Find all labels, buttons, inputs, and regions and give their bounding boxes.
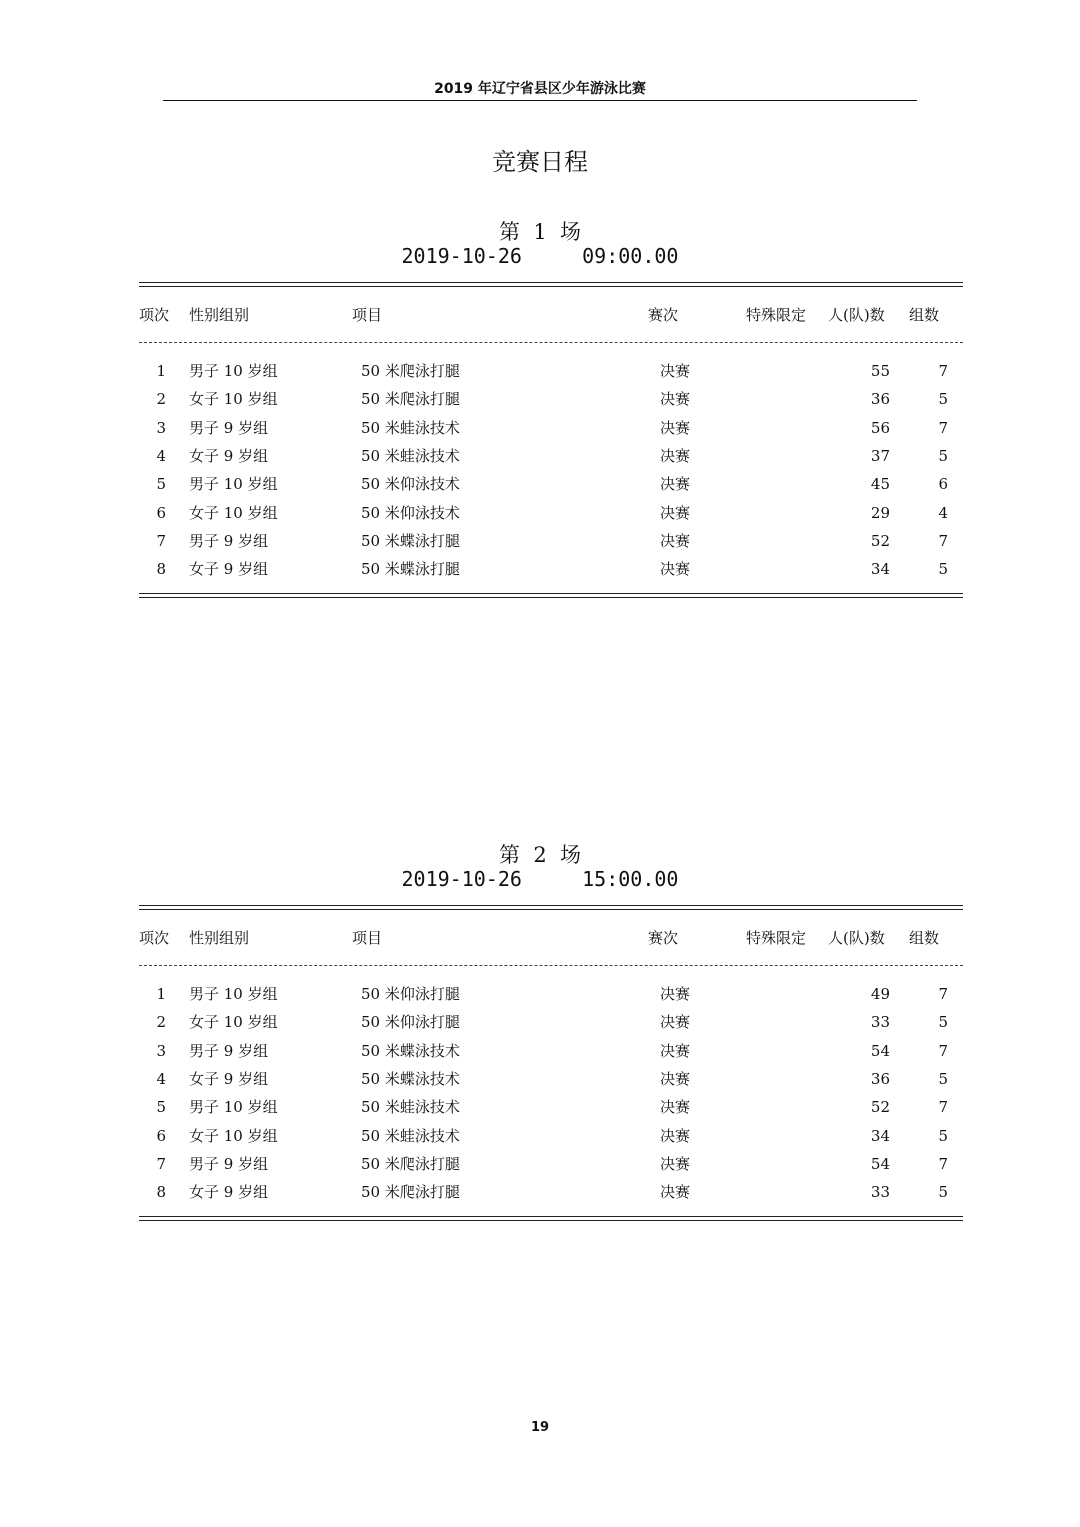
cell-heats: 5 [938, 390, 948, 409]
cell-count: 55 [870, 362, 890, 380]
cell-count: 34 [870, 1126, 890, 1145]
cell-round: 决赛 [660, 1098, 691, 1117]
page-header: 2019 年辽宁省县区少年游泳比赛 [434, 81, 646, 97]
col-header-round: 赛次 [648, 306, 679, 324]
cell-count: 52 [870, 531, 890, 550]
cell-index: 3 [156, 418, 166, 437]
cell-event: 50 米蝶泳打腿 [361, 531, 460, 550]
header-divider [139, 965, 963, 966]
cell-round: 决赛 [660, 1183, 691, 1202]
cell-index: 6 [156, 1126, 166, 1145]
cell-round: 决赛 [660, 446, 691, 465]
cell-event: 50 米仰泳技术 [361, 475, 460, 494]
cell-index: 1 [156, 985, 166, 1003]
col-header-event: 项目 [352, 929, 383, 947]
cell-count: 54 [870, 1041, 890, 1060]
cell-heats: 5 [938, 1183, 948, 1202]
col-header-limit: 特殊限定 [746, 306, 807, 324]
cell-round: 决赛 [660, 503, 691, 522]
cell-event: 50 米爬泳打腿 [361, 362, 460, 380]
cell-event: 50 米爬泳打腿 [361, 390, 460, 409]
cell-event: 50 米仰泳打腿 [361, 985, 460, 1003]
cell-round: 决赛 [660, 560, 691, 579]
table-top-rule [139, 905, 963, 910]
cell-index: 2 [156, 390, 166, 409]
cell-event: 50 米爬泳打腿 [361, 1183, 460, 1202]
cell-round: 决赛 [660, 1069, 691, 1088]
cell-event: 50 米蛙泳技术 [361, 418, 460, 437]
cell-round: 决赛 [660, 985, 691, 1003]
cell-heats: 7 [938, 418, 948, 437]
cell-event: 50 米蛙泳技术 [361, 1126, 460, 1145]
cell-count: 33 [870, 1013, 890, 1032]
cell-event: 50 米蛙泳技术 [361, 1098, 460, 1117]
cell-count: 52 [870, 1098, 890, 1117]
session-datetime: 2019-10-26 15:00.00 [401, 867, 679, 891]
col-header-round: 赛次 [648, 929, 679, 947]
cell-event: 50 米蝶泳技术 [361, 1069, 460, 1088]
cell-event: 50 米蝶泳技术 [361, 1041, 460, 1060]
cell-heats: 5 [938, 446, 948, 465]
cell-heats: 4 [938, 503, 948, 522]
col-header-count: 人(队)数 [828, 306, 885, 324]
cell-heats: 7 [938, 1154, 948, 1173]
cell-heats: 5 [938, 1126, 948, 1145]
cell-group: 女子 10 岁组 [189, 503, 278, 522]
cell-group: 女子 9 岁组 [189, 1183, 269, 1202]
cell-round: 决赛 [660, 1041, 691, 1060]
col-header-limit: 特殊限定 [746, 929, 807, 947]
cell-count: 36 [870, 1069, 890, 1088]
session-title: 第 1 场 [498, 220, 582, 244]
cell-round: 决赛 [660, 1013, 691, 1032]
cell-heats: 7 [938, 985, 948, 1003]
session-1 [0, 216, 1080, 616]
header-rule [163, 100, 917, 101]
cell-group: 女子 9 岁组 [189, 446, 269, 465]
cell-index: 8 [156, 560, 166, 579]
cell-group: 男子 10 岁组 [189, 362, 278, 380]
col-header-index: 项次 [139, 306, 170, 324]
table-top-rule [139, 282, 963, 287]
cell-count: 37 [870, 446, 890, 465]
cell-group: 女子 9 岁组 [189, 1069, 269, 1088]
cell-count: 54 [870, 1154, 890, 1173]
cell-round: 决赛 [660, 362, 691, 380]
table-bottom-rule [139, 593, 963, 598]
col-header-event: 项目 [352, 306, 383, 324]
cell-index: 3 [156, 1041, 166, 1060]
cell-round: 决赛 [660, 531, 691, 550]
session-2 [0, 839, 1080, 1239]
cell-heats: 7 [938, 1041, 948, 1060]
document-title: 竞赛日程 [492, 148, 588, 176]
cell-group: 男子 9 岁组 [189, 531, 269, 550]
cell-heats: 7 [938, 1098, 948, 1117]
cell-event: 50 米爬泳打腿 [361, 1154, 460, 1173]
table-bottom-rule [139, 1216, 963, 1221]
cell-group: 女子 10 岁组 [189, 1126, 278, 1145]
cell-group: 男子 10 岁组 [189, 475, 278, 494]
cell-index: 7 [156, 1154, 166, 1173]
cell-index: 5 [156, 475, 166, 494]
col-header-group: 性别组别 [189, 306, 250, 324]
cell-round: 决赛 [660, 390, 691, 409]
cell-index: 4 [156, 446, 166, 465]
col-header-heats: 组数 [909, 929, 940, 947]
cell-count: 45 [870, 475, 890, 494]
cell-event: 50 米仰泳技术 [361, 503, 460, 522]
cell-count: 49 [870, 985, 890, 1003]
cell-heats: 5 [938, 1013, 948, 1032]
col-header-heats: 组数 [909, 306, 940, 324]
cell-heats: 5 [938, 1069, 948, 1088]
session-title: 第 2 场 [498, 843, 582, 867]
cell-count: 56 [870, 418, 890, 437]
cell-count: 29 [870, 503, 890, 522]
cell-group: 女子 10 岁组 [189, 1013, 278, 1032]
cell-round: 决赛 [660, 475, 691, 494]
col-header-group: 性别组别 [189, 929, 250, 947]
cell-round: 决赛 [660, 1126, 691, 1145]
cell-round: 决赛 [660, 418, 691, 437]
cell-index: 6 [156, 503, 166, 522]
cell-group: 男子 10 岁组 [189, 985, 278, 1003]
cell-event: 50 米蝶泳打腿 [361, 560, 460, 579]
cell-index: 5 [156, 1098, 166, 1117]
cell-heats: 6 [938, 475, 948, 494]
cell-event: 50 米仰泳打腿 [361, 1013, 460, 1032]
cell-round: 决赛 [660, 1154, 691, 1173]
cell-count: 33 [870, 1183, 890, 1202]
cell-index: 8 [156, 1183, 166, 1202]
cell-heats: 7 [938, 362, 948, 380]
header-divider [139, 342, 963, 343]
cell-group: 女子 9 岁组 [189, 560, 269, 579]
cell-group: 男子 10 岁组 [189, 1098, 278, 1117]
col-header-index: 项次 [139, 929, 170, 947]
col-header-count: 人(队)数 [828, 929, 885, 947]
cell-index: 1 [156, 362, 166, 380]
cell-index: 4 [156, 1069, 166, 1088]
page-number: 19 [530, 1420, 550, 1435]
cell-group: 男子 9 岁组 [189, 1154, 269, 1173]
cell-group: 男子 9 岁组 [189, 1041, 269, 1060]
cell-group: 男子 9 岁组 [189, 418, 269, 437]
cell-index: 2 [156, 1013, 166, 1032]
cell-group: 女子 10 岁组 [189, 390, 278, 409]
cell-heats: 7 [938, 531, 948, 550]
cell-count: 36 [870, 390, 890, 409]
cell-index: 7 [156, 531, 166, 550]
session-datetime: 2019-10-26 09:00.00 [401, 244, 679, 268]
cell-heats: 5 [938, 560, 948, 579]
cell-count: 34 [870, 560, 890, 579]
cell-event: 50 米蛙泳技术 [361, 446, 460, 465]
